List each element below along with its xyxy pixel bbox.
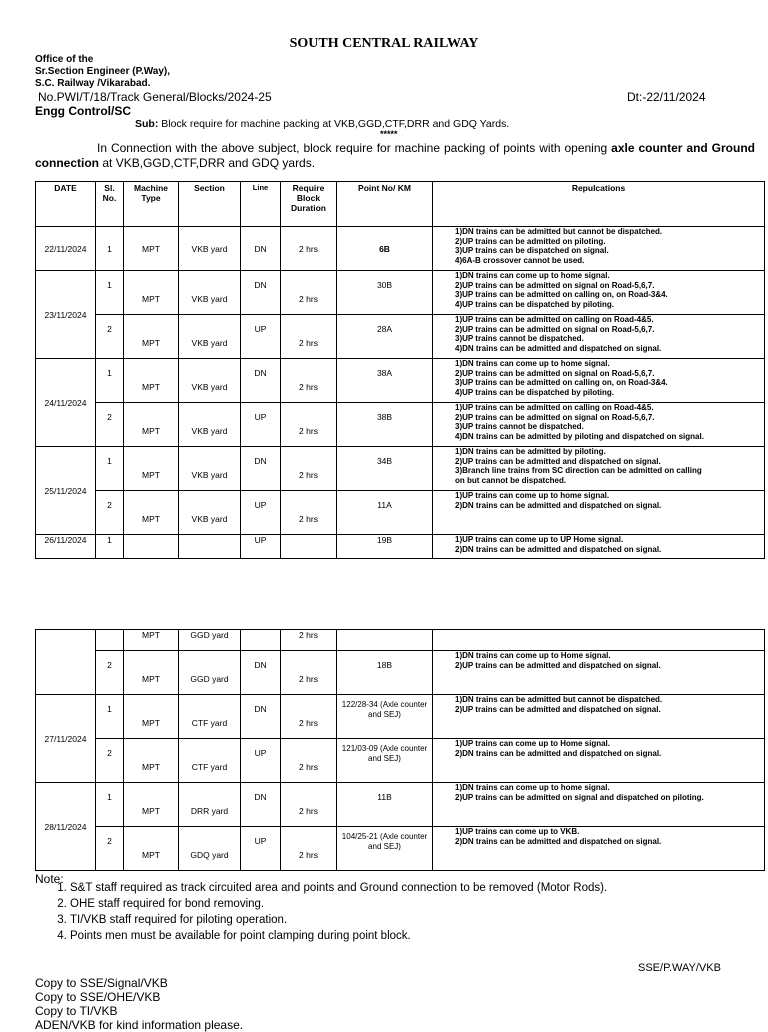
cell-machine: MPT	[124, 315, 179, 359]
page-title: SOUTH CENTRAL RAILWAY	[289, 36, 479, 51]
cell-point: 34B	[337, 447, 433, 491]
rep-line: 2)UP trains can be admitted on signal on Road-5,6,7.	[455, 324, 655, 334]
cell-duration: 2 hrs	[281, 491, 337, 535]
cell-repercussions	[433, 695, 765, 739]
rep-line: on but cannot be dispatched.	[455, 475, 567, 485]
table-row	[36, 491, 765, 535]
cell-section	[179, 535, 241, 559]
rep-line: 1)UP trains can come up to UP Home signal.	[455, 535, 624, 544]
cell-section: GGD yard	[179, 630, 241, 651]
cell-machine: MPT	[124, 359, 179, 403]
header-line: Line	[241, 182, 281, 227]
table-row	[36, 827, 765, 871]
cell-date: 26/11/2024	[36, 535, 96, 559]
cell-sl: 2	[96, 403, 124, 447]
cell-date: 23/11/2024	[36, 271, 96, 359]
rep-line: 2)UP trains can be admitted on signal on Road-5,6,7.	[455, 412, 655, 422]
cell-date: 22/11/2024	[36, 227, 96, 271]
notes-title: Note:	[35, 872, 64, 886]
notes-list	[35, 880, 607, 944]
note-item: 3. TI/VKB staff required for piloting operation.	[70, 912, 607, 928]
cell-duration: 2 hrs	[281, 447, 337, 491]
rep-line: 3)UP trains can be admitted on calling on, on Road-3&4.	[455, 290, 668, 300]
cell-line: DN	[241, 783, 281, 827]
header-date: DATE	[36, 182, 96, 227]
cell-sl: 1	[96, 695, 124, 739]
cell-point: 38B	[337, 403, 433, 447]
office-line-2: Sr.Section Engineer (P.Way),	[35, 66, 171, 77]
cell-machine: MPT	[124, 630, 179, 651]
rep-line: 3)UP trains cannot be dispatched.	[455, 334, 584, 344]
cell-point: 11A	[337, 491, 433, 535]
cell-section: VKB yard	[179, 315, 241, 359]
cell-section: VKB yard	[179, 491, 241, 535]
rep-line: 1)UP trains can come up to Home signal.	[455, 739, 610, 748]
letter-date: Dt:-22/11/2024	[627, 90, 706, 104]
cell-machine: MPT	[124, 651, 179, 695]
cell-duration: 2 hrs	[281, 630, 337, 651]
cell-line: DN	[241, 447, 281, 491]
cell-repercussions	[433, 827, 765, 871]
rep-line: 1)DN trains can come up to home signal.	[455, 783, 610, 792]
header-repercussions: Repulcations	[433, 182, 765, 227]
cell-machine: MPT	[124, 739, 179, 783]
cell-line: DN	[241, 359, 281, 403]
table-row	[36, 403, 765, 447]
cell-sl: 1	[96, 271, 124, 315]
cell-duration: 2 hrs	[281, 651, 337, 695]
cell-repercussions	[433, 491, 765, 535]
cell-point: 6B	[337, 227, 433, 271]
cell-point: 11B	[337, 783, 433, 827]
cell-repercussions	[433, 535, 765, 559]
note-item: 1. S&T staff required as track circuited area and points and Ground connection to be removed (Motor Rods).	[70, 880, 607, 896]
cell-line: UP	[241, 827, 281, 871]
cell-sl: 1	[96, 447, 124, 491]
subject-label: Sub:	[135, 118, 159, 130]
cell-repercussions	[433, 403, 765, 447]
cell-repercussions	[433, 651, 765, 695]
cell-section: VKB yard	[179, 271, 241, 315]
cell-sl: 1	[96, 359, 124, 403]
signature: SSE/P.WAY/VKB	[638, 962, 721, 974]
rep-line: 1)UP trains can come up to VKB.	[455, 827, 580, 836]
cell-sl: 2	[96, 315, 124, 359]
cell-sl: 1	[96, 535, 124, 559]
rep-line: 1)DN trains can be admitted by piloting.	[455, 447, 606, 456]
cell-section: VKB yard	[179, 359, 241, 403]
rep-line: 3)Branch line trains from SC direction can be admitted on calling	[455, 466, 702, 476]
cell-section: DRR yard	[179, 783, 241, 827]
rep-line: 2)DN trains can be admitted and dispatched on signal.	[455, 748, 662, 758]
cell-point: 19B	[337, 535, 433, 559]
cell-sl: 1	[96, 783, 124, 827]
note-item: 2. OHE staff required for bond removing.	[70, 896, 607, 912]
cell-sl	[96, 630, 124, 651]
rep-line: 2)UP trains can be admitted and dispatched on signal.	[455, 704, 661, 714]
cell-date: 28/11/2024	[36, 783, 96, 871]
rep-line: 2)UP trains can be admitted on piloting.	[455, 236, 606, 246]
cell-sl: 2	[96, 739, 124, 783]
cell-section: CTF yard	[179, 739, 241, 783]
cell-duration: 2 hrs	[281, 695, 337, 739]
rep-line: 4)DN trains can be admitted and dispatched on signal.	[455, 343, 662, 353]
cell-machine: MPT	[124, 827, 179, 871]
cell-machine: MPT	[124, 271, 179, 315]
cell-repercussions	[433, 359, 765, 403]
header-duration: Require Block Duration	[281, 182, 337, 227]
table-row	[36, 739, 765, 783]
cell-machine: MPT	[124, 491, 179, 535]
header-point: Point No/ KM	[337, 182, 433, 227]
copy-to-item: ADEN/VKB for kind information please.	[35, 1018, 244, 1032]
cell-repercussions	[433, 227, 765, 271]
table-row	[36, 227, 765, 271]
cell-duration: 2 hrs	[281, 315, 337, 359]
rep-line: 2)DN trains can be admitted and dispatched on signal.	[455, 544, 662, 554]
rep-line: 1)DN trains can come up to home signal.	[455, 359, 610, 368]
cell-line: UP	[241, 315, 281, 359]
cell-line: DN	[241, 271, 281, 315]
cell-machine	[124, 535, 179, 559]
subject-text: Block require for machine packing at VKB,GGD,CTF,DRR and GDQ Yards.	[161, 118, 510, 130]
separator-stars: *****	[380, 129, 398, 139]
cell-duration: 2 hrs	[281, 827, 337, 871]
rep-line: 2)UP trains can be admitted on signal on Road-5,6,7.	[455, 280, 655, 290]
cell-point: 18B	[337, 651, 433, 695]
rep-line: 2)DN trains can be admitted and dispatched on signal.	[455, 500, 662, 510]
rep-line: 3)UP trains cannot be dispatched.	[455, 422, 584, 432]
copy-to-item: Copy to SSE/OHE/VKB	[35, 990, 161, 1004]
cell-point: 38A	[337, 359, 433, 403]
cell-machine: MPT	[124, 695, 179, 739]
table-row	[36, 630, 765, 651]
intro-text-bold: axle counter and Ground connection	[35, 141, 755, 170]
cell-date: 27/11/2024	[36, 695, 96, 783]
cell-point	[337, 630, 433, 651]
cell-point: 121/03-09 (Axle counter and SEJ)	[337, 739, 433, 783]
copy-to-item: Copy to SSE/Signal/VKB	[35, 976, 168, 990]
cell-sl: 2	[96, 827, 124, 871]
subject-line	[135, 118, 509, 130]
intro-text-2: at VKB,GGD,CTF,DRR and GDQ yards.	[99, 156, 316, 170]
cell-line: DN	[241, 695, 281, 739]
rep-line: 1)UP trains can be admitted on calling on Road-4&5.	[455, 403, 654, 412]
cell-line: UP	[241, 535, 281, 559]
table-header-row	[36, 182, 765, 227]
rep-line: 4)UP trains can be dispatched by piloting.	[455, 387, 614, 397]
copy-to-item: Copy to TI/VKB	[35, 1004, 118, 1018]
cell-duration: 2 hrs	[281, 359, 337, 403]
cell-duration: 2 hrs	[281, 739, 337, 783]
table-row	[36, 783, 765, 827]
rep-line: 2)UP trains can be admitted and dispatched on signal.	[455, 660, 661, 670]
rep-line: 2)UP trains can be admitted on signal and dispatched on piloting.	[455, 792, 704, 802]
cell-line	[241, 630, 281, 651]
cell-point: 104/25-21 (Axle counter and SEJ)	[337, 827, 433, 871]
cell-line: UP	[241, 491, 281, 535]
cell-point: 122/28-34 (Axle counter and SEJ)	[337, 695, 433, 739]
cell-sl: 1	[96, 227, 124, 271]
cell-machine: MPT	[124, 447, 179, 491]
header-machine: Machine Type	[124, 182, 179, 227]
cell-repercussions	[433, 630, 765, 651]
cell-duration: 2 hrs	[281, 403, 337, 447]
rep-line: 3)UP trains can be dispatched on signal.	[455, 246, 609, 256]
cell-repercussions	[433, 447, 765, 491]
addressee: Engg Control/SC	[35, 104, 131, 118]
rep-line: 3)UP trains can be admitted on calling on, on Road-3&4.	[455, 378, 668, 388]
table-row	[36, 651, 765, 695]
cell-machine: MPT	[124, 403, 179, 447]
cell-line: UP	[241, 739, 281, 783]
table-row	[36, 271, 765, 315]
cell-duration	[281, 535, 337, 559]
rep-line: 1)DN trains can be admitted but cannot be dispatched.	[455, 227, 663, 236]
rep-line: 4)DN trains can be admitted by piloting and dispatched on signal.	[455, 431, 704, 441]
intro-text-1: In Connection with the above subject, block require for machine packing of points with opening	[97, 141, 612, 155]
note-item: 4. Points men must be available for point clamping during point block.	[70, 928, 607, 944]
block-table-part-2	[35, 629, 765, 871]
cell-line: DN	[241, 651, 281, 695]
header-section: Section	[179, 182, 241, 227]
cell-repercussions	[433, 315, 765, 359]
rep-line: 1)DN trains can come up to home signal.	[455, 271, 610, 280]
rep-line: 4)6A-B crossover cannot be used.	[455, 255, 585, 265]
cell-section: VKB yard	[179, 227, 241, 271]
rep-line: 1)UP trains can be admitted on calling on Road-4&5.	[455, 315, 654, 324]
office-line-3: S.C. Railway /Vikarabad.	[35, 78, 151, 89]
rep-line: 2)UP trains can be admitted on signal on Road-5,6,7.	[455, 368, 655, 378]
cell-sl: 2	[96, 651, 124, 695]
cell-date: 25/11/2024	[36, 447, 96, 535]
cell-date: 24/11/2024	[36, 359, 96, 447]
cell-repercussions	[433, 739, 765, 783]
cell-section: VKB yard	[179, 403, 241, 447]
cell-duration: 2 hrs	[281, 227, 337, 271]
cell-section: GGD yard	[179, 651, 241, 695]
header-sl: Sl. No.	[96, 182, 124, 227]
table-row	[36, 695, 765, 739]
rep-line: 1)UP trains can come up to home signal.	[455, 491, 610, 500]
rep-line: 4)UP trains can be dispatched by piloting.	[455, 299, 614, 309]
cell-repercussions	[433, 783, 765, 827]
table-row	[36, 535, 765, 559]
cell-machine: MPT	[124, 227, 179, 271]
cell-duration: 2 hrs	[281, 271, 337, 315]
cell-section: VKB yard	[179, 447, 241, 491]
table-row	[36, 447, 765, 491]
cell-point: 28A	[337, 315, 433, 359]
cell-line: DN	[241, 227, 281, 271]
rep-line: 1)DN trains can be admitted but cannot be dispatched.	[455, 695, 663, 704]
cell-duration: 2 hrs	[281, 783, 337, 827]
cell-point: 30B	[337, 271, 433, 315]
rep-line: 2)DN trains can be admitted and dispatched on signal.	[455, 836, 662, 846]
block-table-part-1	[35, 181, 765, 559]
cell-sl: 2	[96, 491, 124, 535]
rep-line: 1)DN trains can come up to Home signal.	[455, 651, 611, 660]
rep-line: 2)UP trains can be admitted and dispatched on signal.	[455, 456, 661, 466]
table-row	[36, 359, 765, 403]
intro-paragraph	[35, 141, 755, 171]
cell-repercussions	[433, 271, 765, 315]
cell-section: GDQ yard	[179, 827, 241, 871]
cell-line: UP	[241, 403, 281, 447]
cell-date	[36, 630, 96, 695]
cell-machine: MPT	[124, 783, 179, 827]
table-row	[36, 315, 765, 359]
reference-number: No.PWI/T/18/Track General/Blocks/2024-25	[38, 90, 272, 104]
office-line-1: Office of the	[35, 54, 94, 65]
cell-section: CTF yard	[179, 695, 241, 739]
